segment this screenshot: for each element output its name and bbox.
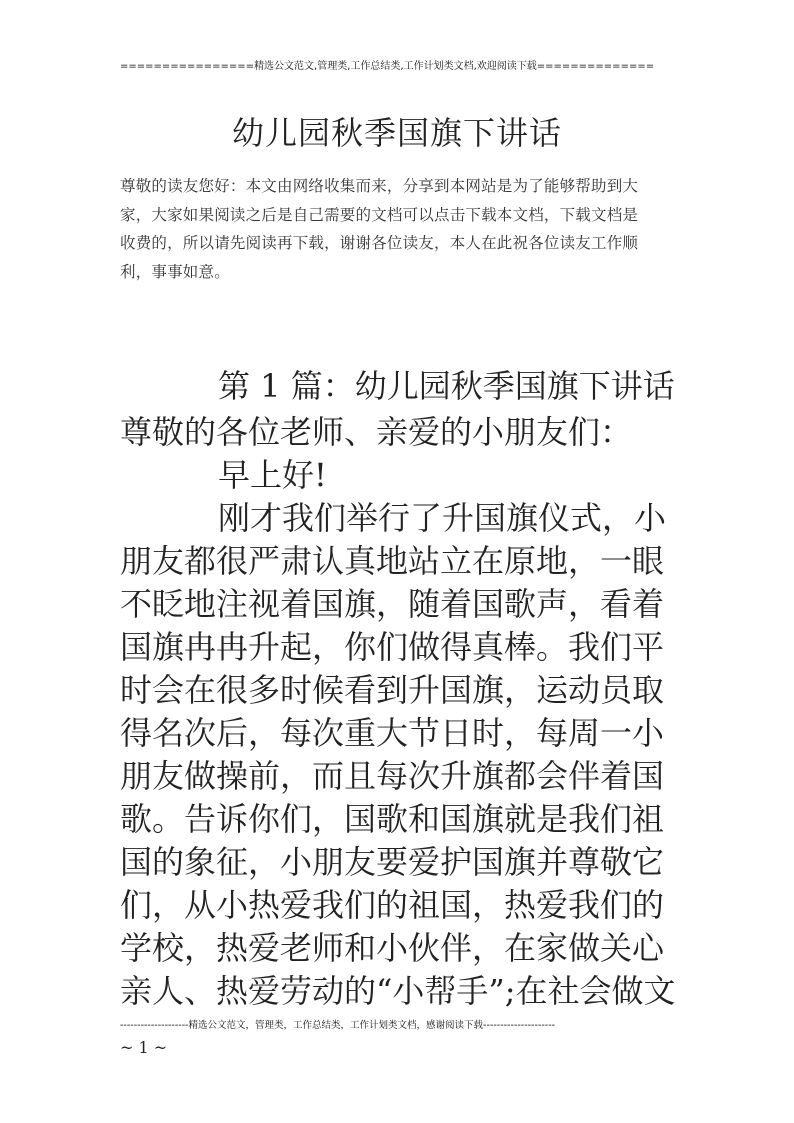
body-line: 尊敬的各位老师、亲爱的小朋友们： <box>120 413 633 451</box>
body-line: 不眨地注视着国旗，随着国歌声，看着 <box>120 585 665 623</box>
intro-paragraph <box>120 172 676 286</box>
body-line: 朋友都很严肃认真地站立在原地，一眼 <box>120 542 665 580</box>
intro-line: 家，大家如果阅读之后是自己需要的文档可以点击下载本文档，下载文档是 <box>120 205 639 224</box>
page-number: ~ 1 ~ <box>120 1038 168 1057</box>
intro-line: 利，事事如意。 <box>120 262 230 281</box>
document-title: 幼儿园秋季国旗下讲话 <box>231 114 562 152</box>
body-line: 歌。告诉你们，国歌和国旗就是我们祖 <box>120 800 665 838</box>
body-line: 早上好! <box>218 456 327 494</box>
body-line: 们，从小热爱我们的祖国，热爱我们的 <box>120 886 665 924</box>
body-line: 时会在很多时候看到升国旗，运动员取 <box>120 671 665 709</box>
body-line: 刚才我们举行了升国旗仪式，小 <box>218 499 667 537</box>
page-header: ================精选公文范文,管理类,工作总结类,工作计划类文档,欢迎阅读下载============== <box>120 61 655 72</box>
intro-line: 尊敬的读友您好：本文由网络收集而来，分享到本网站是为了能够帮助到大 <box>120 177 639 195</box>
body-line: 得名次后，每次重大节日时，每周一小 <box>120 714 665 752</box>
body-line: 学校，热爱老师和小伙伴，在家做关心 <box>120 929 665 967</box>
body-line: 国旗冉冉升起，你们做得真棒。我们平 <box>120 628 665 666</box>
body-line: 国的象征，小朋友要爱护国旗并尊敬它 <box>120 843 665 881</box>
body-line: 亲人、热爱劳动的“小帮手”;在社会做文 <box>120 972 676 1010</box>
page-footer: --------------------精选公文范文，管理类，工作总结类，工作计划类文档，感谢阅读下载--------------------- <box>120 1020 556 1031</box>
intro-line: 收费的，所以请先阅读再下载，谢谢各位读友，本人在此祝各位读友工作顺 <box>120 234 639 252</box>
section-heading: 第 1 篇：幼儿园秋季国旗下讲话 <box>218 367 675 405</box>
body-line: 朋友做操前，而且每次升旗都会伴着国 <box>120 757 665 795</box>
